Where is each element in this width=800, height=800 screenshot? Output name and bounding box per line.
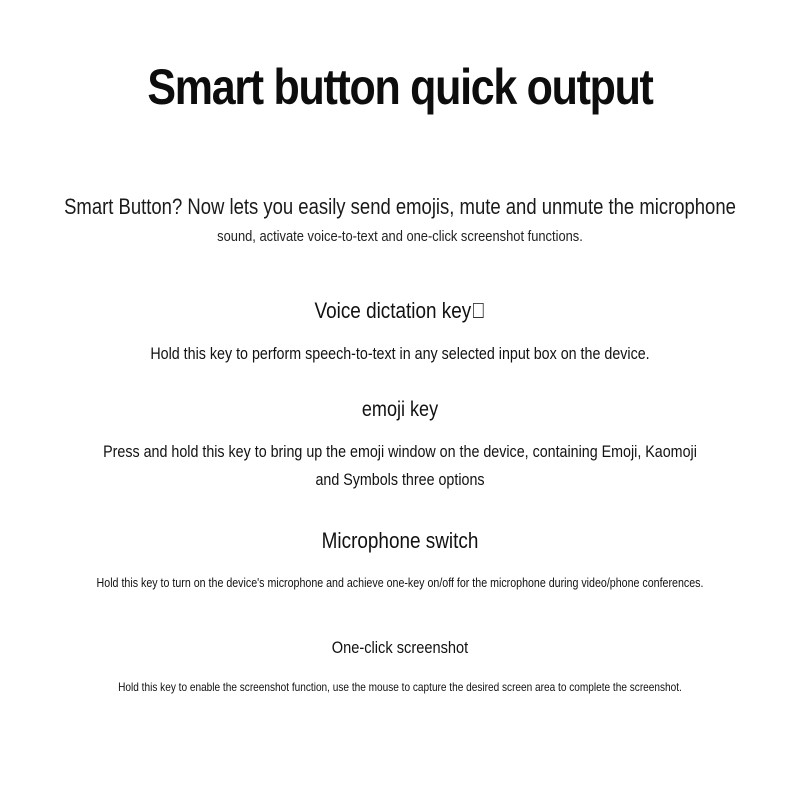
- emoji-key-heading: emoji key: [361, 398, 439, 421]
- microphone-switch-description: Hold this key to turn on the device's microphone and achieve one-key on/off for the microphone during video/phone conferences.: [96, 575, 704, 590]
- voice-dictation-heading: Voice dictation key : [314, 298, 486, 323]
- page-title: Smart button quick output: [147, 59, 653, 115]
- intro-text-line-2: sound, activate voice-to-text and one-click screenshot functions.: [217, 228, 583, 245]
- intro-text-line-1: Smart Button? Now lets you easily send emojis, mute and unmute the microphone: [64, 194, 736, 219]
- screenshot-heading: One-click screenshot: [331, 638, 469, 657]
- emoji-key-description-line-2: and Symbols three options: [315, 470, 485, 489]
- emoji-key-description-line-1: Press and hold this key to bring up the emoji window on the device, containing Emoji, Kaomoji: [103, 442, 697, 461]
- microphone-switch-heading: Microphone switch: [321, 528, 479, 553]
- voice-dictation-description: Hold this key to perform speech-to-text in any selected input box on the device.: [150, 344, 650, 363]
- screenshot-description: Hold this key to enable the screenshot function, use the mouse to capture the desired screen area to complete the screenshot.: [118, 680, 682, 694]
